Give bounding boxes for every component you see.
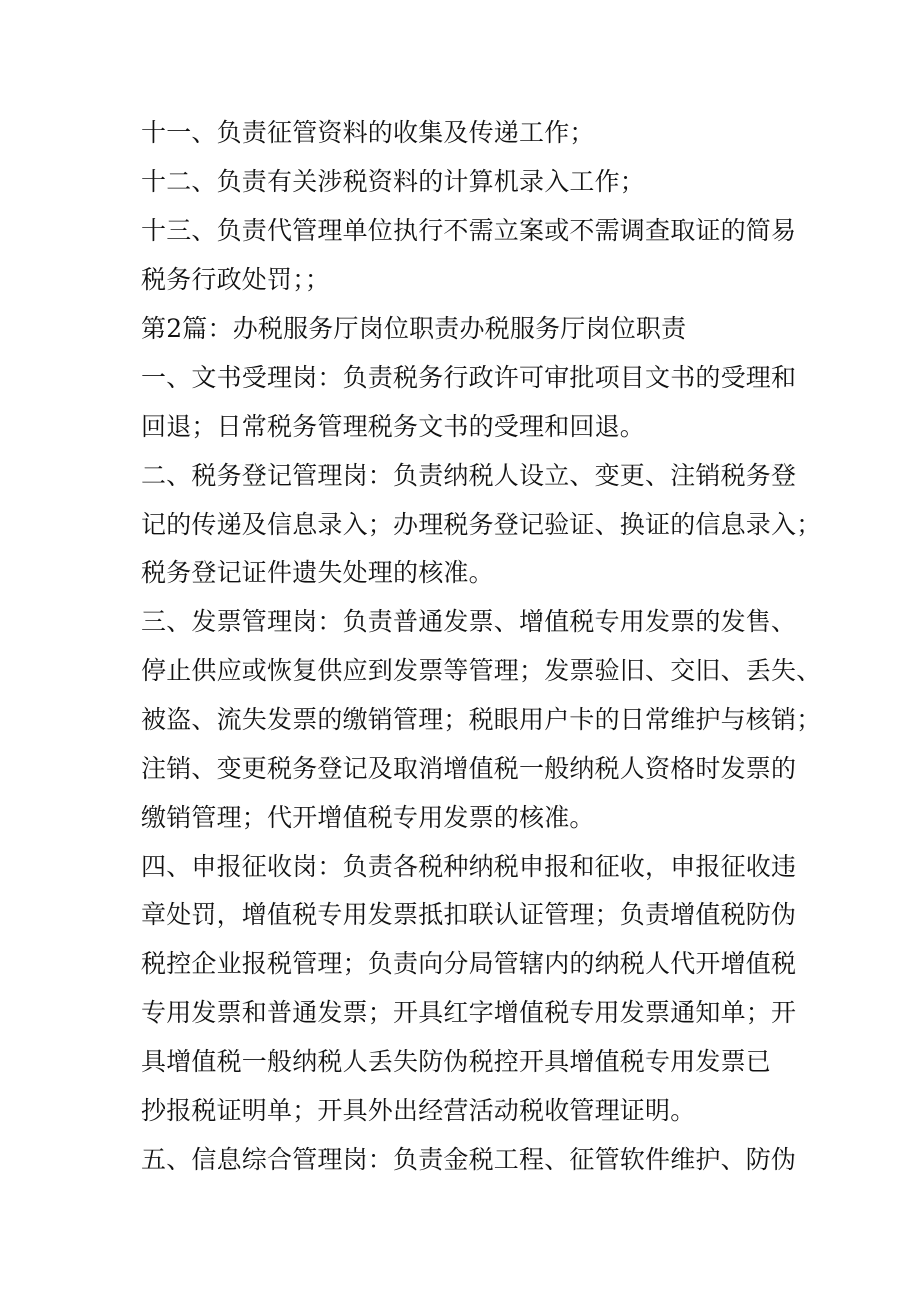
text-line: 税控企业报税管理；负责向分局管辖内的纳税人代开增值税	[141, 949, 797, 978]
text-line: 注销、变更税务登记及取消增值税一般纳税人资格时发票的	[141, 754, 797, 783]
text-line: 二、税务登记管理岗：负责纳税人设立、变更、注销税务登	[141, 461, 797, 490]
text-line: 回退；日常税务管理税务文书的受理和回退。	[141, 412, 646, 441]
text-line: 停止供应或恢复供应到发票等管理；发票验旧、交旧、丢失、	[141, 656, 822, 685]
text-line: 十三、负责代管理单位执行不需立案或不需调查取证的简易	[141, 216, 797, 245]
text-line: 四、申报征收岗：负责各税种纳税申报和征收，申报征收违	[141, 852, 797, 881]
text-line: 被盗、流失发票的缴销管理；税眼用户卡的日常维护与核销；	[141, 705, 822, 734]
text-line: 章处罚，增值税专用发票抵扣联认证管理；负责增值税防伪	[141, 900, 797, 929]
text-line: 专用发票和普通发票；开具红字增值税专用发票通知单；开	[141, 998, 797, 1027]
text-line: 十一、负责征管资料的收集及传递工作；	[141, 118, 595, 147]
text-line: 三、发票管理岗：负责普通发票、增值税专用发票的发售、	[141, 607, 797, 636]
text-line: 税务行政处罚；；	[141, 265, 331, 294]
section-heading: 第2篇：办税服务厅岗位职责办税服务厅岗位职责	[141, 314, 687, 343]
text-line: 税务登记证件遗失处理的核准。	[141, 558, 494, 587]
text-line: 一、文书受理岗：负责税务行政许可审批项目文书的受理和	[141, 363, 797, 392]
text-line: 五、信息综合管理岗：负责金税工程、征管软件维护、防伪	[141, 1145, 797, 1174]
text-line: 缴销管理；代开增值税专用发票的核准。	[141, 803, 595, 832]
text-line: 抄报税证明单；开具外出经营活动税收管理证明。	[141, 1096, 696, 1125]
text-line: 记的传递及信息录入；办理税务登记验证、换证的信息录入；	[141, 510, 822, 539]
text-line: 具增值税一般纳税人丢失防伪税控开具增值税专用发票已	[141, 1047, 772, 1076]
text-line: 十二、负责有关涉税资料的计算机录入工作；	[141, 167, 646, 196]
